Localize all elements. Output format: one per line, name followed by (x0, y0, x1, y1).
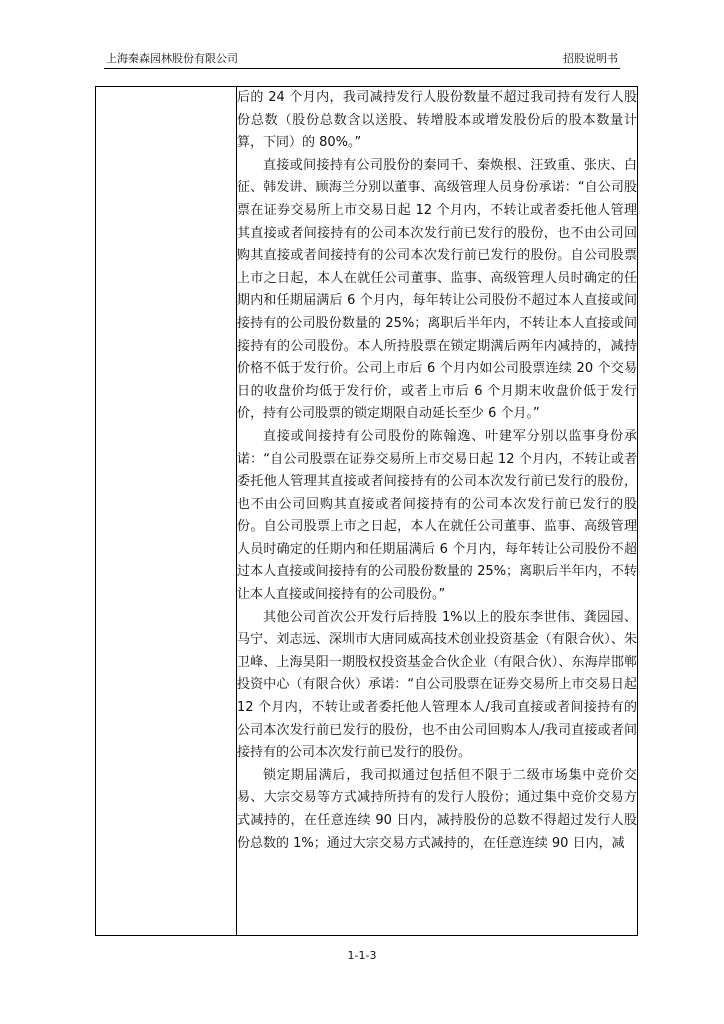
paragraph-lockup-expiry: 锁定期届满后，我司拟通过包括但不限于二级市场集中竞价交易、大宗交易等方式减持所持有的发行人股份；通过集中竞价交易方式减持的，在任意连续 90 日内，减持股份的总数不得超过发行人股份总数的 1%；通过大宗交易方式减持的，在任意连续 90 日内，减 (237, 767, 637, 851)
paragraph-shareholder-commitment: 其他公司首次公开发行后持股 1%以上的股东李世伟、龚园园、马宁、刘志远、深圳市大唐同威高技术创业投资基金（有限合伙）、朱卫峰、上海昊阳一期股权投资基金合伙企业（有限合伙）、东海岸邯郸投资中心（有限合伙）承诺：“自公司股票在证券交易所上市交易日起 12 个月内，不转让或者委托他人管理本人/我司直接或者间接持有的公司本次发行前已发行的股份，也不由公司回购本人/我司直接或者间接持有的公司本次发行前已发行的股份。 (237, 609, 637, 761)
header-divider (104, 68, 620, 69)
table-label-cell (96, 87, 237, 936)
table-content-cell (237, 87, 638, 936)
paragraph-continuation: 后的 24 个月内，我司减持发行人股份数量不超过我司持有发行人股份总数（股份总数含以送股、转增股本或增发股份后的股本数量计算，下同）的 80%。” (237, 90, 637, 151)
table-row (96, 87, 638, 936)
header-document-type: 招股说明书 (563, 52, 618, 65)
header-company-name: 上海秦森园林股份有限公司 (106, 52, 238, 65)
commitment-table (95, 86, 638, 936)
page-number: 1-1-3 (347, 949, 377, 962)
paragraph-supervisor-commitment: 直接或间接持有公司股份的陈翰逸、叶建军分别以监事身份承诺：“自公司股票在证券交易所上市交易日起 12 个月内，不转让或者委托他人管理其直接或者间接持有的公司本次发行前已发行的股份，也不由公司回购其直接或者间接持有的公司本次发行前已发行的股份。自公司股票上市之日起，本人在就任公司董事、监事、高级管理人员时确定的任期内和任期届满后 6 个月内，每年转让公司股份不超过本人直接或间接持有的公司股份数量的 25%；离职后半年内，不转让本人直接或间接持有的公司股份。” (237, 428, 637, 603)
paragraph-director-commitment: 直接或间接持有公司股份的秦同千、秦焕根、汪致重、张庆、白征、韩发讲、顾海兰分别以董事、高级管理人员身份承诺：“自公司股票在证券交易所上市交易日起 12 个月内，不转让或者委托他人管理其直接或者间接持有的公司本次发行前已发行的股份，也不由公司回购其直接或者间接持有的公司本次发行前已发行的股份。自公司股票上市之日起，本人在就任公司董事、监事、高级管理人员时确定的任期内和任期届满后 6 个月内，每年转让公司股份不超过本人直接或间接持有的公司股份数量的 25%；离职后半年内，不转让本人直接或间接持有的公司股份。本人所持股票在锁定期满后两年内减持的，减持价格不低于发行价。公司上市后 6 个月内如公司股票连续 20 个交易日的收盘价均低于发行价，或者上市后 6 个月期末收盘价低于发行价，持有公司股票的锁定期限自动延长至少 6 个月。” (237, 157, 637, 422)
